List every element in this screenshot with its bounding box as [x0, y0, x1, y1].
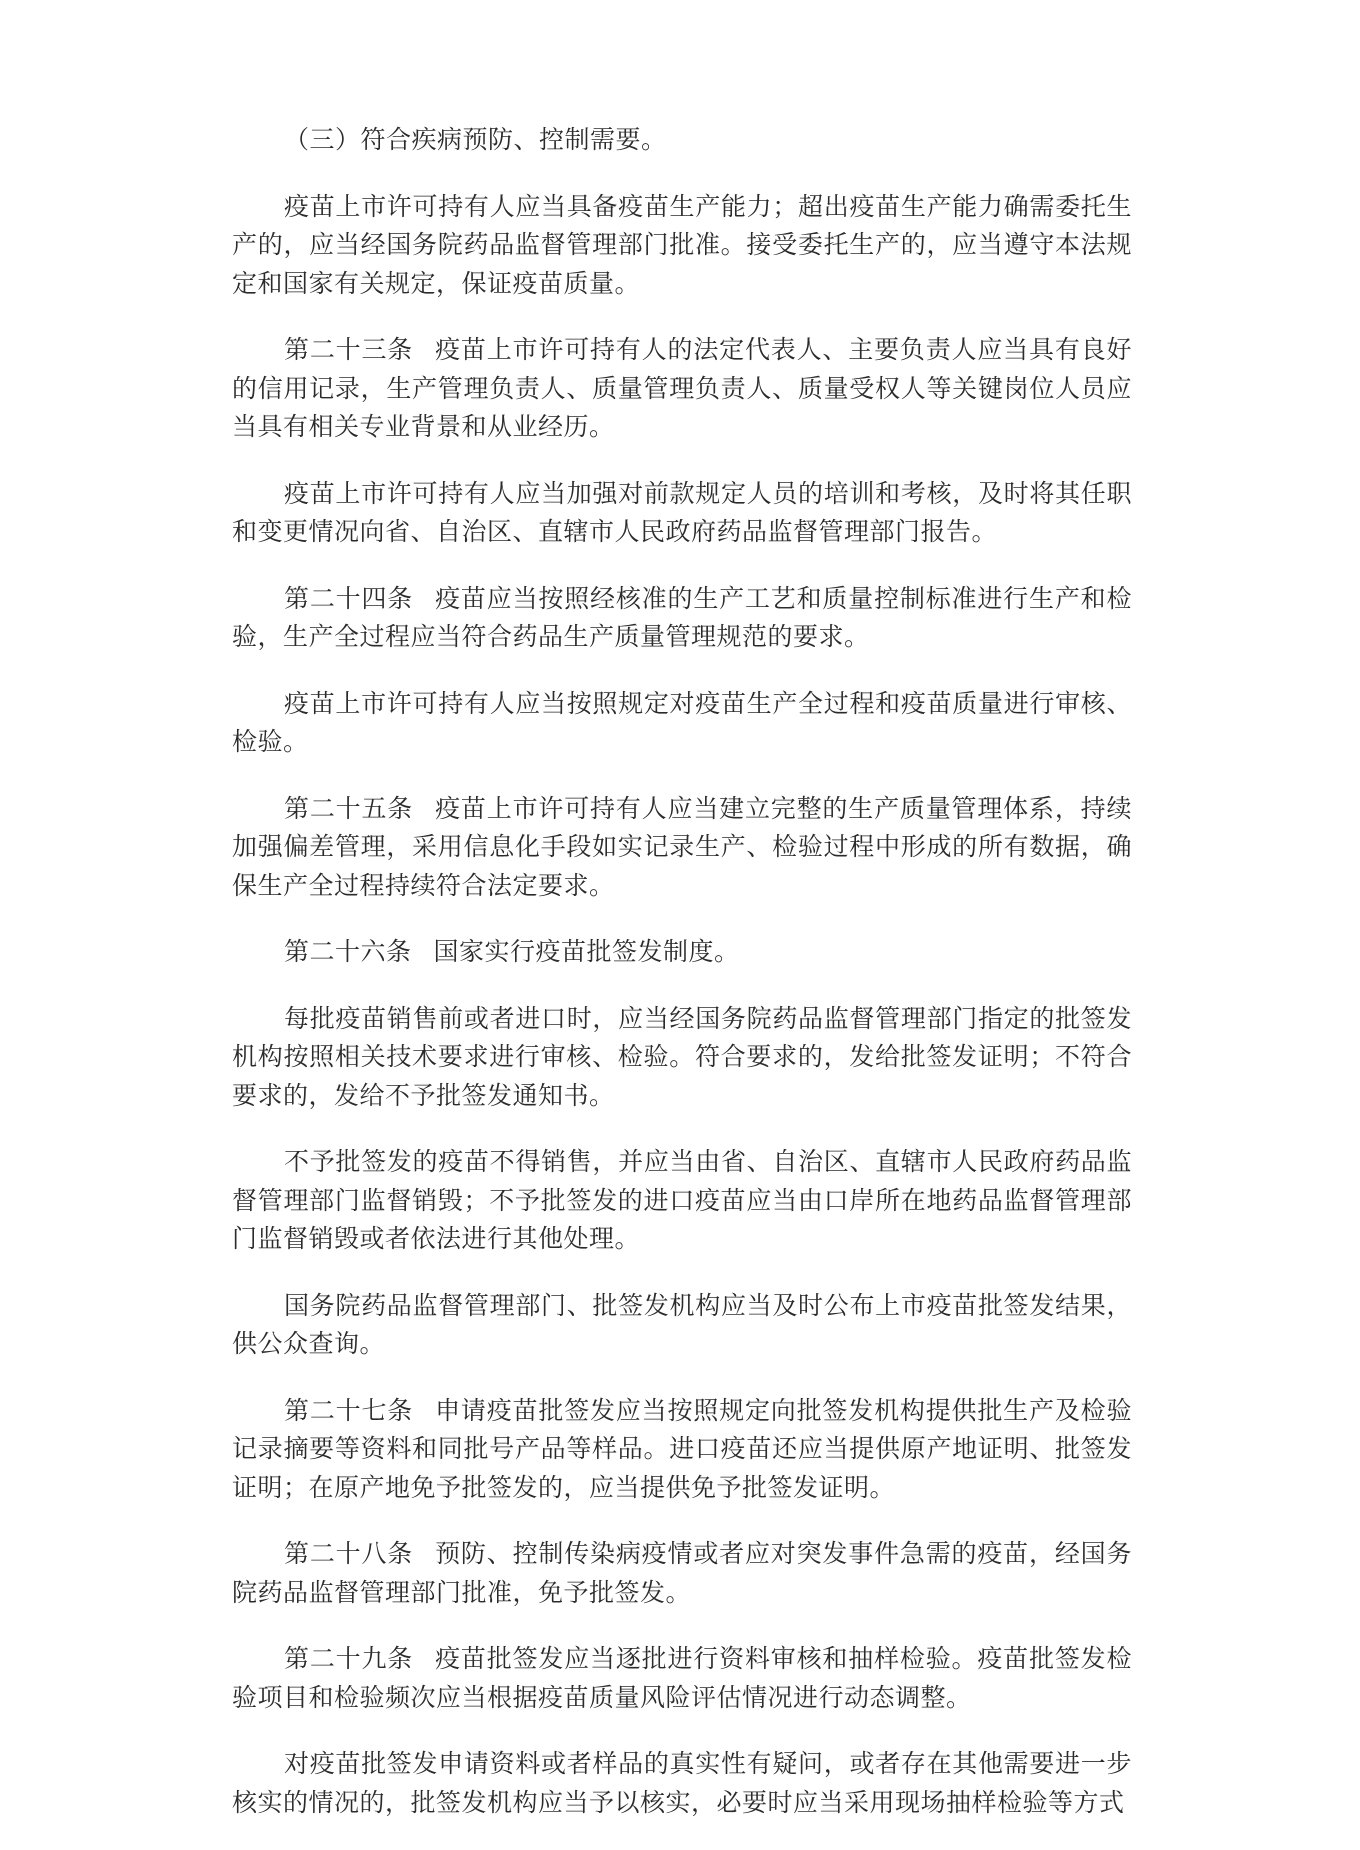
- paragraph-11: [232, 1287, 1132, 1364]
- article-28: [232, 1535, 1132, 1612]
- paragraph-text: 不予批签发的疫苗不得销售，并应当由省、自治区、直辖市人民政府药品监督管理部门监督销毁；不予批签发的进口疫苗应当由口岸所在地药品监督管理部门监督销毁或者依法进行其他处理。: [232, 1147, 1132, 1253]
- document-body: [232, 121, 1132, 1850]
- paragraph-text: 疫苗上市许可持有人应当建立完整的生产质量管理体系，持续加强偏差管理，采用信息化手段如实记录生产、检验过程中形成的所有数据，确保生产全过程持续符合法定要求。: [232, 793, 1132, 900]
- paragraph-text: 疫苗应当按照经核准的生产工艺和质量控制标准进行生产和检验，生产全过程应当符合药品生产质量管理规范的要求。: [232, 583, 1132, 651]
- paragraph-6: [232, 685, 1132, 762]
- article-29: [232, 1640, 1132, 1717]
- article-25: [232, 790, 1132, 906]
- article-23: [232, 331, 1132, 447]
- article-number: 第二十八条: [284, 1539, 414, 1568]
- article-number: 第二十九条: [284, 1644, 414, 1673]
- paragraph-text: 疫苗上市许可持有人应当按照规定对疫苗生产全过程和疫苗质量进行审核、检验。: [232, 688, 1132, 756]
- paragraph-text: 对疫苗批签发申请资料或者样品的真实性有疑问，或者存在其他需要进一步核实的情况的，批签发机构应当予以核实，必要时应当采用现场抽样检验等方式: [232, 1749, 1132, 1817]
- article-number: 第二十七条: [284, 1395, 414, 1425]
- paragraph-10: [232, 1143, 1132, 1259]
- paragraph-2: [232, 188, 1132, 304]
- paragraph-text: 疫苗上市许可持有人的法定代表人、主要负责人应当具有良好的信用记录，生产管理负责人、质量管理负责人、质量受权人等关键岗位人员应当具有相关专业背景和从业经历。: [232, 335, 1132, 441]
- paragraph-9: [232, 1000, 1132, 1116]
- paragraph-text: 国家实行疫苗批签发制度。: [433, 937, 740, 966]
- paragraph-text: 疫苗上市许可持有人应当加强对前款规定人员的培训和考核，及时将其任职和变更情况向省、自治区、直辖市人民政府药品监督管理部门报告。: [232, 478, 1132, 546]
- article-number: 第二十六条: [284, 937, 412, 966]
- paragraph-text: 预防、控制传染病疫情或者应对突发事件急需的疫苗，经国务院药品监督管理部门批准，免予批签发。: [232, 1539, 1132, 1607]
- article-number: 第二十三条: [284, 335, 414, 364]
- article-26: [232, 933, 1132, 972]
- article-number: 第二十五条: [284, 793, 414, 823]
- paragraph-text: 国务院药品监督管理部门、批签发机构应当及时公布上市疫苗批签发结果，供公众查询。: [232, 1290, 1132, 1358]
- paragraph-text: 申请疫苗批签发应当按照规定向批签发机构提供批生产及检验记录摘要等资料和同批号产品等样品。进口疫苗还应当提供原产地证明、批签发证明；在原产地免予批签发的，应当提供免予批签发证明。: [232, 1395, 1132, 1502]
- paragraph-text: （三）符合疾病预防、控制需要。: [284, 125, 667, 154]
- paragraph-text: 每批疫苗销售前或者进口时，应当经国务院药品监督管理部门指定的批签发机构按照相关技术要求进行审核、检验。符合要求的，发给批签发证明；不符合要求的，发给不予批签发通知书。: [232, 1003, 1132, 1110]
- article-number: 第二十四条: [284, 583, 414, 613]
- paragraph-4: [232, 475, 1132, 552]
- paragraph-text: 疫苗批签发应当逐批进行资料审核和抽样检验。疫苗批签发检验项目和检验频次应当根据疫苗质量风险评估情况进行动态调整。: [232, 1644, 1132, 1712]
- article-27: [232, 1392, 1132, 1508]
- paragraph-text: 疫苗上市许可持有人应当具备疫苗生产能力；超出疫苗生产能力确需委托生产的，应当经国务院药品监督管理部门批准。接受委托生产的，应当遵守本法规定和国家有关规定，保证疫苗质量。: [232, 191, 1132, 298]
- article-24: [232, 580, 1132, 657]
- paragraph-15: [232, 1745, 1132, 1822]
- paragraph-1: [232, 121, 1132, 160]
